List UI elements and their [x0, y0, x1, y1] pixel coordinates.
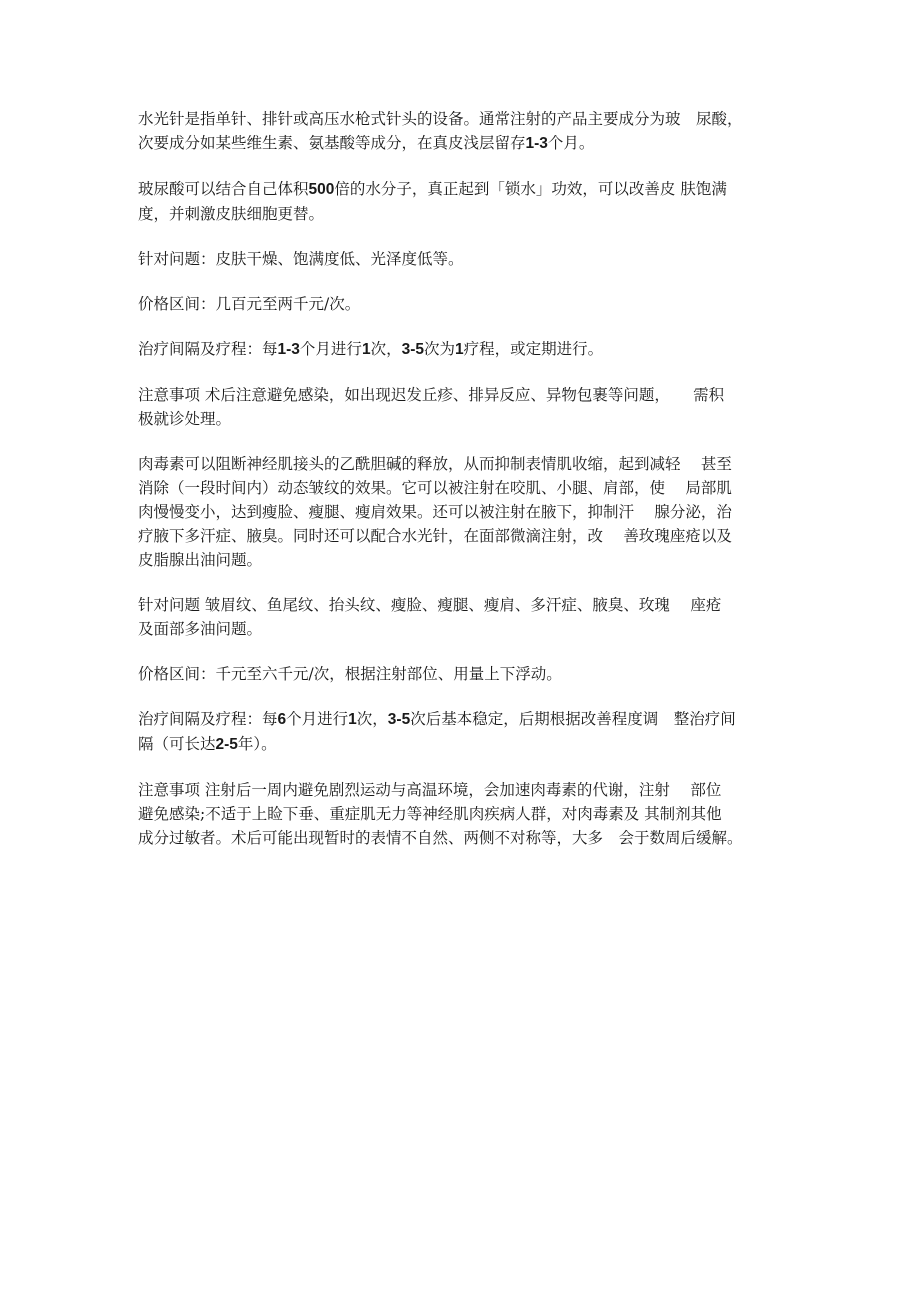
text-line: 注意事项 注射后一周内避免剧烈运动与高温环境，会加速肉毒素的代谢，注射 部位 [138, 781, 722, 799]
paragraph-botox-target-problems [138, 593, 798, 641]
paragraph-price-range [138, 292, 798, 316]
text-line: 次要成分如某些维生素、氨基酸等成分，在真皮浅层留存1-3个月。 [138, 134, 595, 152]
text-line: 治疗间隔及疗程：每6个月进行1次，3-5次后基本稳定，后期根据改善程度调 整治疗间 [138, 710, 736, 728]
paragraph-target-problems [138, 247, 798, 271]
number-text: 1 [348, 711, 357, 728]
document-body [138, 107, 798, 871]
text-line: 玻尿酸可以结合自己体积500倍的水分子，真正起到「锁水」功效，可以改善皮 肤饱满 [138, 180, 727, 198]
paragraph-precautions [138, 383, 798, 431]
text-line: 注意事项 术后注意避免感染，如出现迟发丘疹、排异反应、异物包裹等问题， 需积 [138, 386, 725, 404]
text-line: 价格区间：几百元至两千元/次。 [138, 295, 361, 313]
text-line: 肉慢慢变小，达到瘦脸、瘦腿、瘦肩效果。还可以被注射在腋下，抑制汗 腺分泌，治 [138, 503, 732, 521]
text-line: 隔（可长达2-5年）。 [138, 735, 277, 753]
number-text: 1-3 [277, 341, 300, 358]
text-line: 价格区间：千元至六千元/次，根据注射部位、用量上下浮动。 [138, 665, 562, 683]
paragraph-botox-price-range [138, 662, 798, 686]
number-text: 1 [361, 341, 371, 358]
text-line: 及面部多油问题。 [138, 620, 263, 638]
paragraph-botox-precautions [138, 778, 798, 850]
number-text: 3-5 [387, 711, 411, 728]
text-line: 治疗间隔及疗程：每1-3个月进行1次，3-5次为1疗程，或定期进行。 [138, 340, 604, 358]
text-line: 针对问题 皱眉纹、鱼尾纹、抬头纹、瘦脸、瘦腿、瘦肩、多汗症、腋臭、玫瑰 座疮 [138, 596, 722, 614]
text-line: 极就诊处理。 [138, 410, 232, 428]
paragraph-treatment-interval [138, 337, 798, 362]
number-text: 1 [455, 341, 464, 358]
text-line: 针对问题：皮肤干燥、饱满度低、光泽度低等。 [138, 250, 464, 268]
text-line: 皮脂腺出油问题。 [138, 551, 263, 569]
text-line: 度，并刺激皮肤细胞更替。 [138, 205, 325, 223]
paragraph-hydrafacial-intro [138, 107, 798, 156]
paragraph-botox-intro [138, 452, 798, 572]
paragraph-botox-treatment-interval [138, 707, 798, 757]
number-text: 1-3 [525, 135, 548, 152]
text-line: 水光针是指单针、排针或高压水枪式针头的设备。通常注射的产品主要成分为玻 尿酸， [138, 110, 743, 128]
text-line: 肉毒素可以阻断神经肌接头的乙酰胆碱的释放，从而抑制表情肌收缩，起到减轻 甚至 [138, 455, 732, 473]
number-text: 500 [308, 181, 335, 198]
text-line: 疗腋下多汗症、腋臭。同时还可以配合水光针，在面部微滴注射，改 善玫瑰座疮以及 [138, 527, 732, 545]
text-line: 消除（一段时间内）动态皱纹的效果。它可以被注射在咬肌、小腿、肩部，使 局部肌 [138, 479, 732, 497]
number-text: 2-5 [215, 736, 238, 753]
paragraph-hyaluronic-acid [138, 177, 798, 226]
number-text: 3-5 [401, 341, 424, 358]
number-text: 6 [277, 711, 287, 728]
text-line: 成分过敏者。术后可能出现暂时的表情不自然、两侧不对称等，大多 会于数周后缓解。 [138, 829, 743, 847]
text-line: 避免感染;不适于上睑下垂、重症肌无力等神经肌肉疾病人群，对肉毒素及 其制剂其他 [138, 805, 722, 823]
